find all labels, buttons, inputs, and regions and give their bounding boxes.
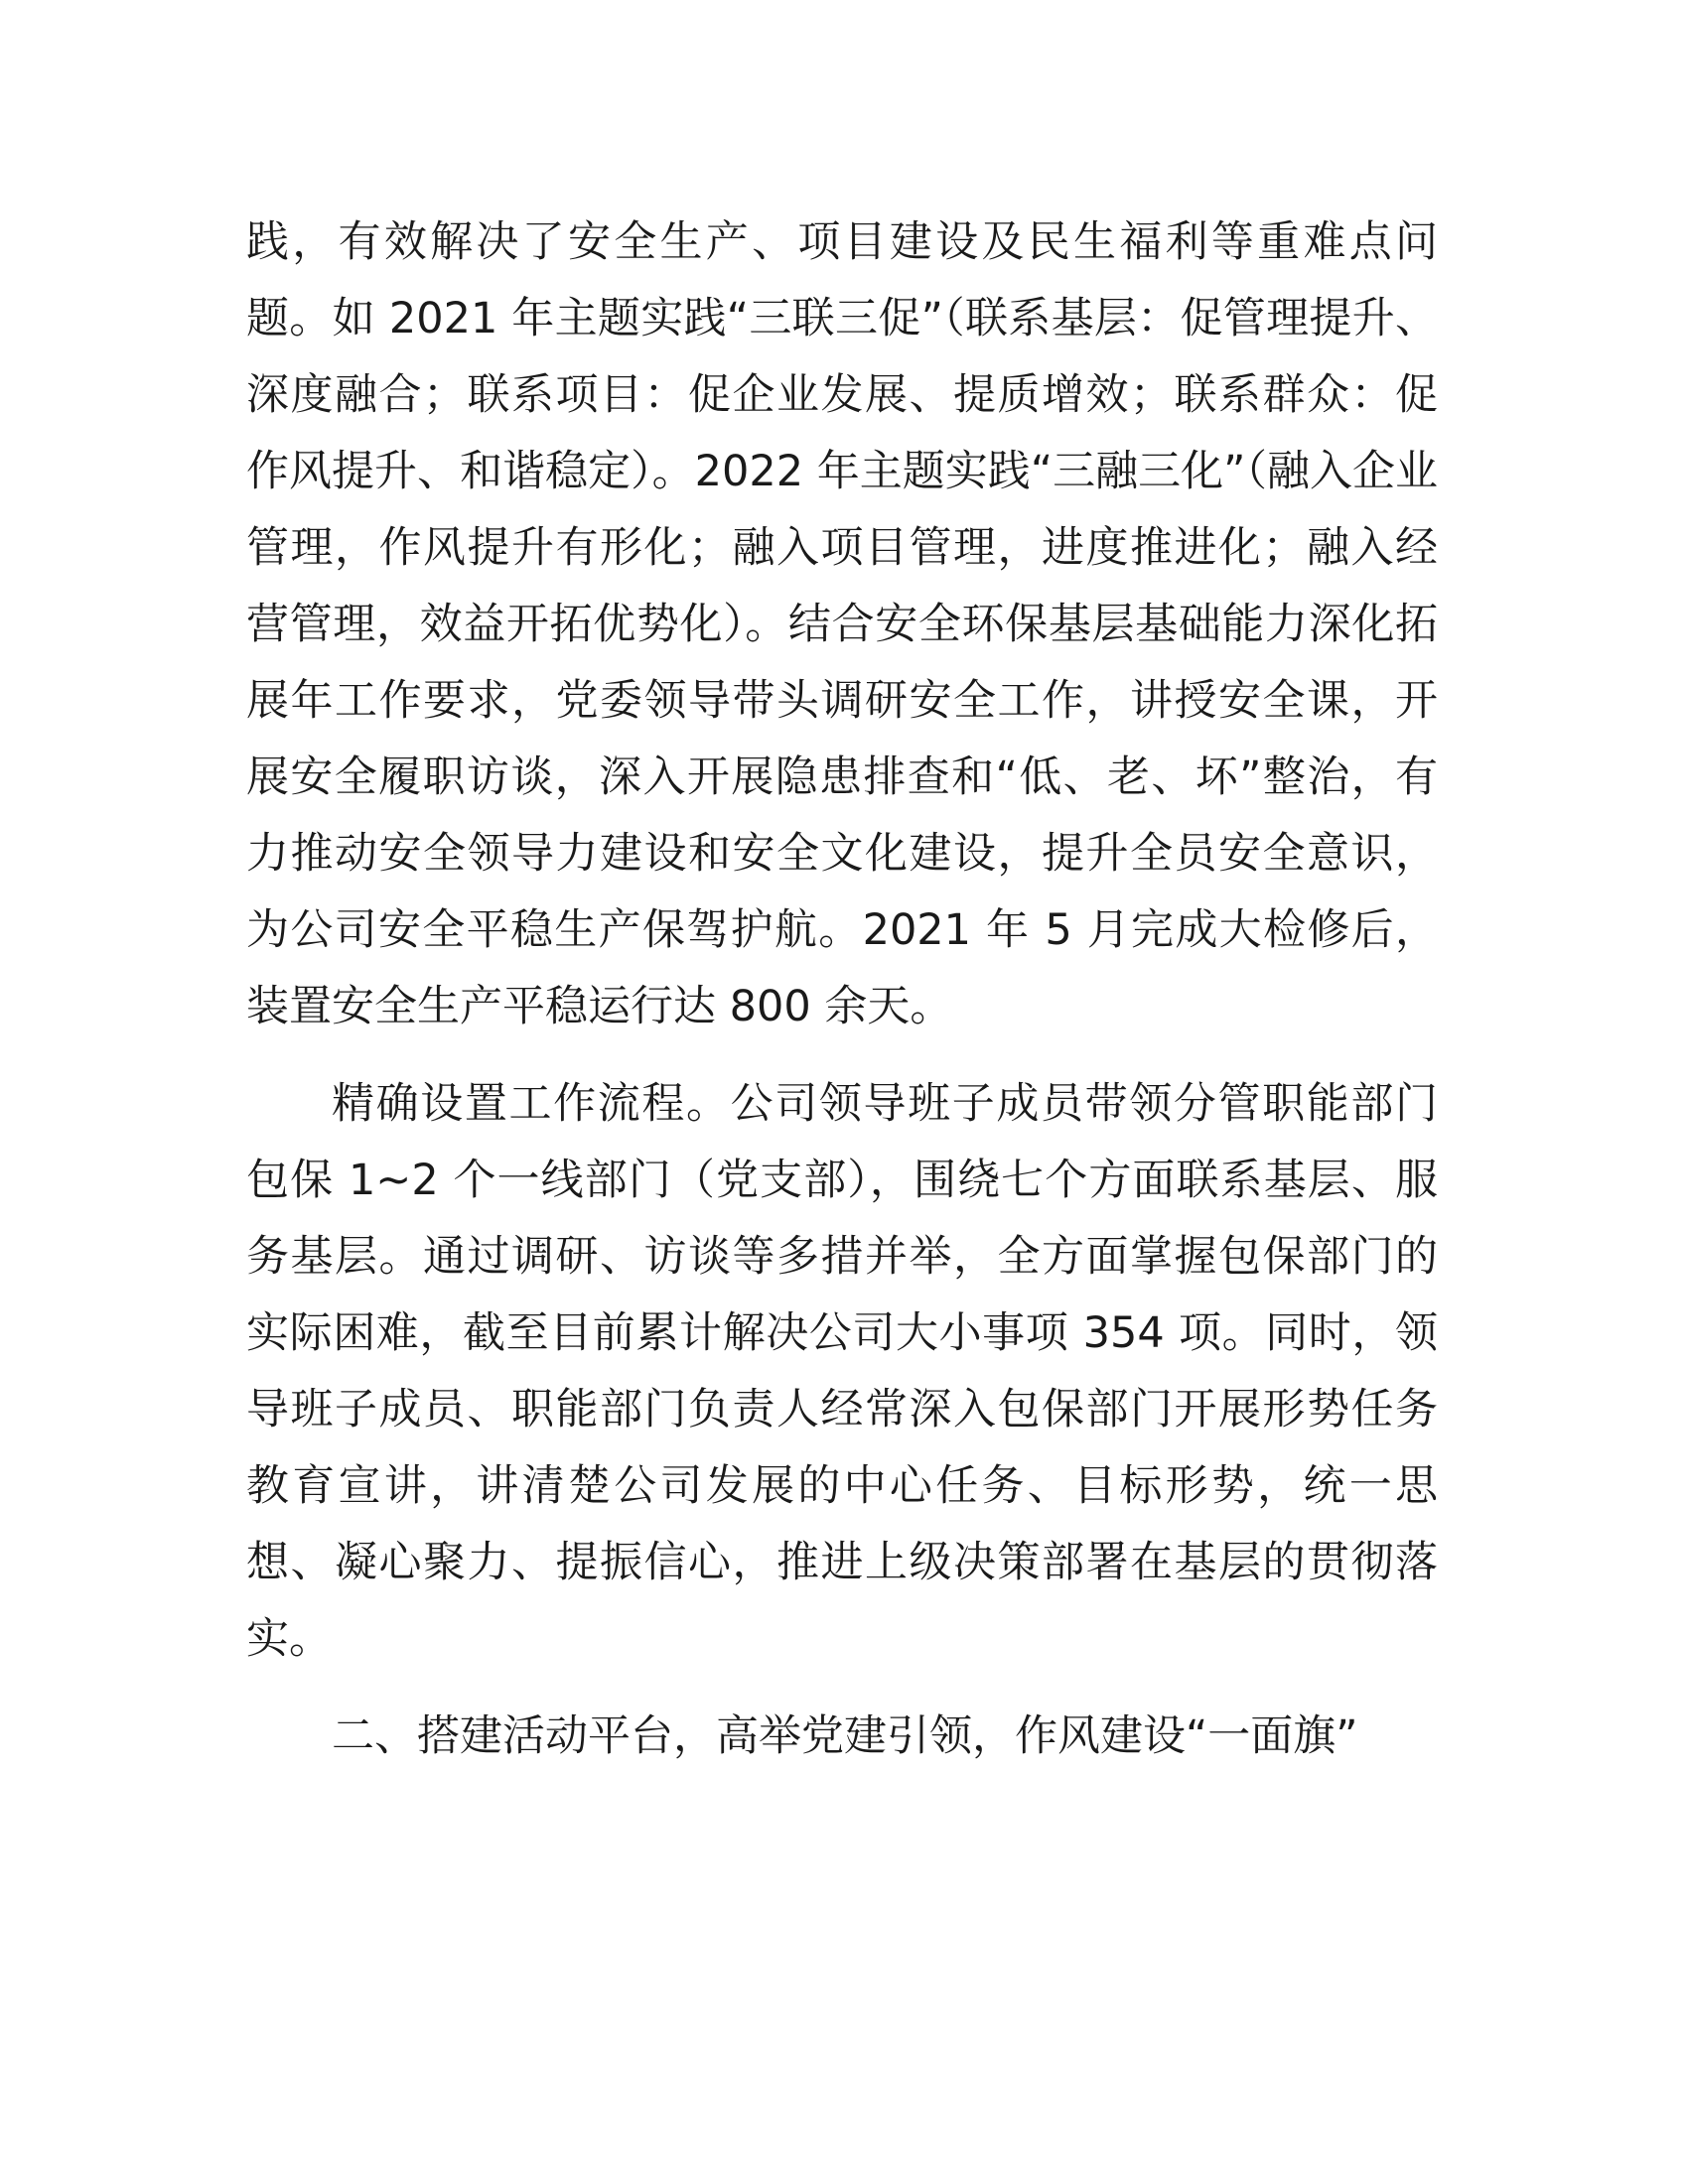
body-paragraph-workflow: 精确设置工作流程。公司领导班子成员带领分管职能部门包保 1~2 个一线部门（党支部），围绕七个方面联系基层、服务基层。通过调研、访谈等多措并举，全方面掌握包保部门的实际困难，截至目前累计解决公司大小事项 354 项。同时，领导班子成员、职能部门负责人经常深入包保部门开展形势任务教育宣讲，讲清楚公司发展的中心任务、目标形势，统一思想、凝心聚力、提振信心，推进上级决策部署在基层的贯彻落实。 (246, 1079, 1438, 1664)
section-heading: 二、搭建活动平台，高举党建引领，作风建设“一面旗” (332, 1711, 1358, 1761)
body-paragraph-continued: 践，有效解决了安全生产、项目建设及民生福利等重难点问题。如 2021 年主题实践“三联三促”（联系基层：促管理提升、深度融合；联系项目：促企业发展、提质增效；联系群众：促作风提升、和谐稳定）。2022 年主题实践“三融三化”（融入企业管理，作风提升有形化；融入项目管理，进度推进化；融入经营管理，效益开拓优势化）。结合安全环保基层基础能力深化拓展年工作要求，党委领导带头调研安全工作，讲授安全课，开展安全履职访谈，深入开展隐患排查和“低、老、坏”整治，有力推动安全领导力建设和安全文化建设，提升全员安全意识，为公司安全平稳生产保驾护航。2021 年 5 月完成大检修后，装置安全生产平稳运行达 800 余天。 (246, 217, 1438, 1031)
document-body (246, 205, 1438, 1775)
